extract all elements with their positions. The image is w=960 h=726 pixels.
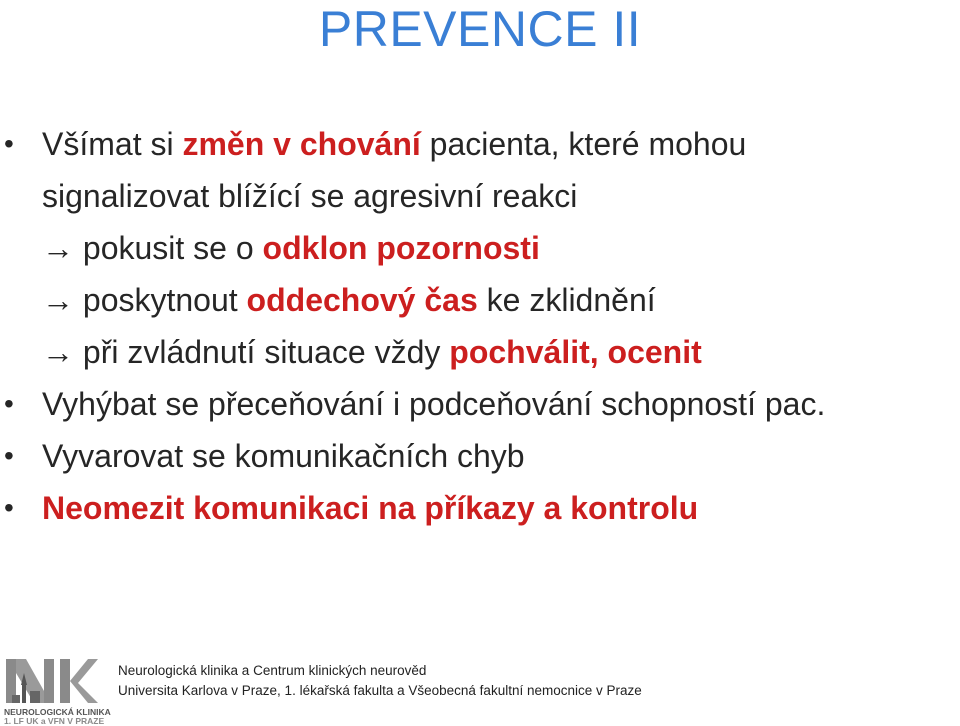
bullet-continuation xyxy=(0,170,960,222)
highlight-text: odklon pozornosti xyxy=(262,230,540,266)
logo-caption-sub: 1. LF UK a VFN V PRAZE xyxy=(4,716,105,726)
clinic-logo-icon xyxy=(4,655,100,707)
text-segment: ke zklidnění xyxy=(477,282,656,318)
arrow-item-praise xyxy=(0,326,960,378)
footer-institution: Neurologická klinika a Centrum klinických neurověd xyxy=(118,663,427,678)
slide-content xyxy=(0,118,960,534)
slide-title: PREVENCE II xyxy=(318,1,642,57)
text-segment: pacienta, které mohou xyxy=(420,126,747,162)
footer xyxy=(0,655,960,725)
arrow-item-timeout xyxy=(0,274,960,326)
bullet-item-behavior xyxy=(0,118,960,170)
arrow-item-distraction xyxy=(0,222,960,274)
highlight-text: změn v chování xyxy=(182,126,421,162)
bullet-item-communication-limit xyxy=(0,482,960,534)
text-segment: signalizovat blížící se agresivní reakci xyxy=(42,178,578,214)
footer-university: Universita Karlova v Praze, 1. lékařská fakulta a Všeobecná fakultní nemocnice v Praze xyxy=(118,683,642,698)
text-segment: Všímat si xyxy=(42,126,183,162)
highlight-text: Neomezit komunikaci na příkazy a kontrolu xyxy=(42,490,699,526)
bullet-item-communication-errors xyxy=(0,430,960,482)
text-segment: Vyhýbat se přeceňování i podceňování schopností pac. xyxy=(42,386,826,422)
text-segment: → při zvládnutí situace vždy xyxy=(42,334,450,370)
text-segment: → pokusit se o xyxy=(42,230,263,266)
logo-caption: NEUROLOGICKÁ KLINIKA xyxy=(4,707,111,717)
text-segment: Vyvarovat se komunikačních chyb xyxy=(42,438,525,474)
highlight-text: pochválit, ocenit xyxy=(449,334,702,370)
highlight-text: oddechový čas xyxy=(246,282,478,318)
bullet-item-avoid-overestimation xyxy=(0,378,960,430)
text-segment: → poskytnout xyxy=(42,282,247,318)
